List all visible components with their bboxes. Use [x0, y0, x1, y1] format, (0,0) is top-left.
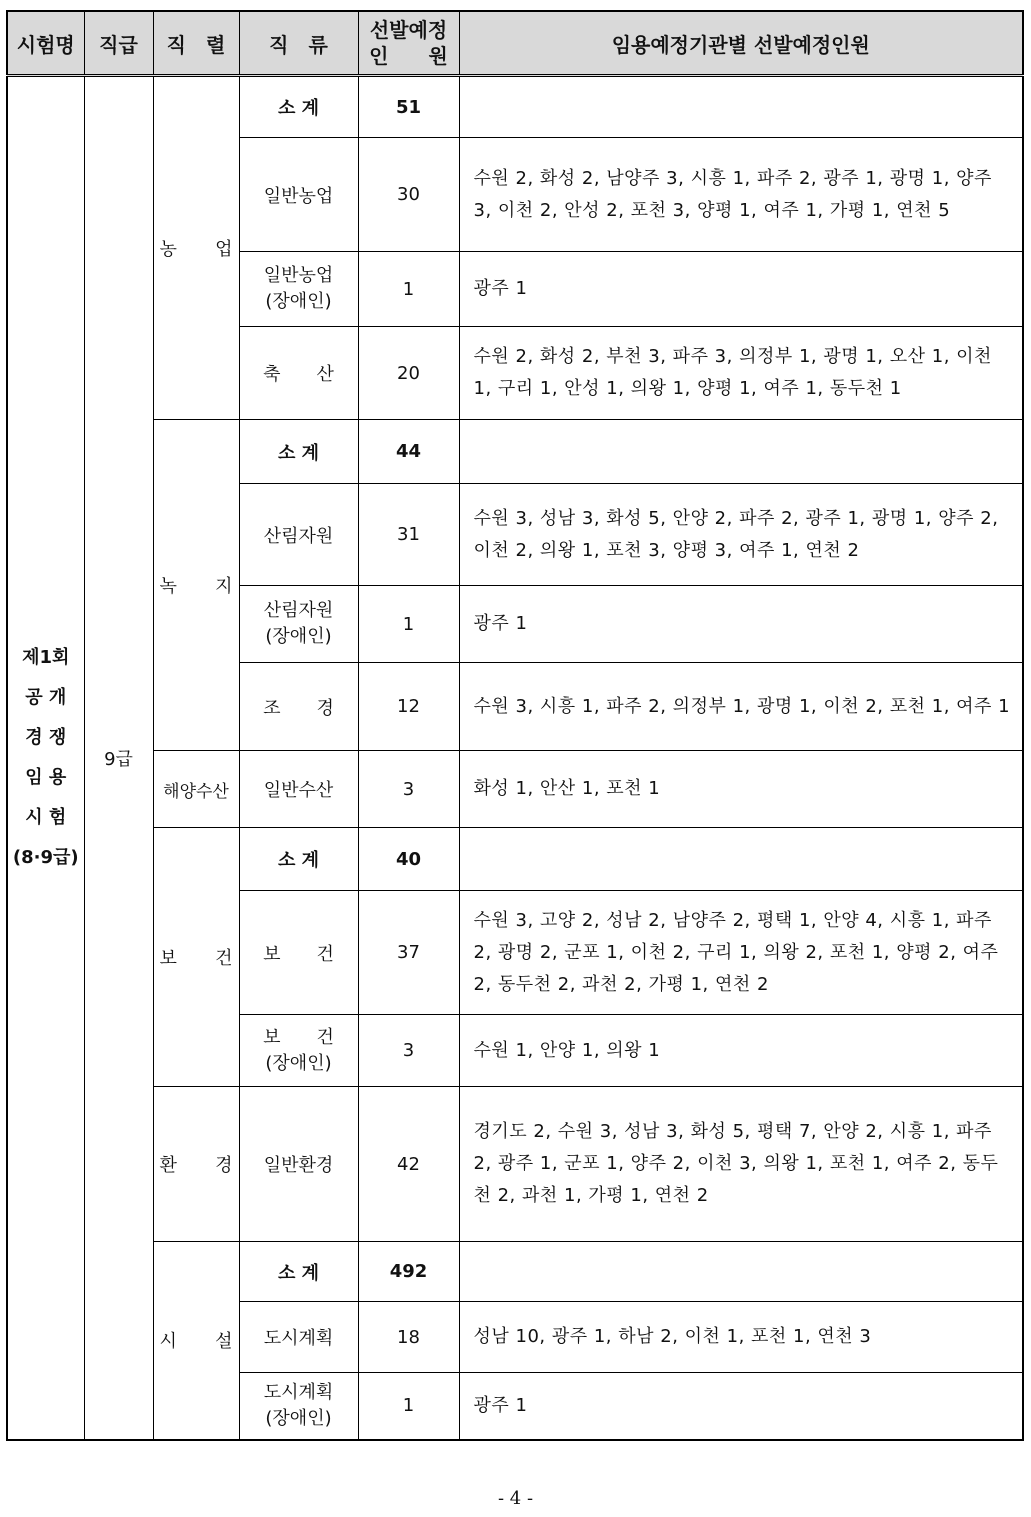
count-cell: 1 — [358, 586, 459, 663]
kind-line: 보 건 — [263, 1026, 334, 1048]
exam-name-line: 경 쟁 — [25, 726, 67, 748]
table-row — [7, 1087, 1023, 1242]
kind-cell: 일반환경 — [239, 1087, 358, 1242]
kind-cell: 축 산 — [239, 327, 358, 420]
series-part: 시 — [159, 1331, 177, 1353]
table-row — [7, 1242, 1023, 1302]
series-part: 보 — [159, 948, 177, 969]
table-row — [7, 420, 1023, 484]
agencies-cell: 수원 3, 고양 2, 성남 2, 남양주 2, 평택 1, 안양 4, 시흥 1, 파주 2, 광명 2, 군포 1, 이천 2, 구리 1, 의왕 2, 포천 1, 양평 2, 여주 2, 동두천 2, 과천 2, 가평 1, 연천 2 — [459, 891, 1023, 1015]
agencies-cell — [459, 420, 1023, 484]
kind-cell — [239, 252, 358, 327]
header-count-line2: 인 원 — [369, 44, 448, 68]
header-exam: 시험명 — [7, 11, 84, 76]
kind-line: (장애인) — [265, 1407, 332, 1429]
agencies-cell: 수원 1, 안양 1, 의왕 1 — [459, 1015, 1023, 1087]
count-cell: 12 — [358, 663, 459, 751]
subtotal-count: 40 — [358, 828, 459, 891]
subtotal-count: 44 — [358, 420, 459, 484]
count-cell: 42 — [358, 1087, 459, 1242]
exam-name-cell — [7, 76, 84, 1440]
kind-cell — [239, 1373, 358, 1440]
header-grade: 직급 — [84, 11, 153, 76]
kind-cell: 조 경 — [239, 663, 358, 751]
series-cell — [153, 420, 239, 751]
header-count — [358, 11, 459, 76]
recruitment-table — [6, 10, 1024, 1441]
kind-cell: 도시계획 — [239, 1302, 358, 1373]
count-cell: 31 — [358, 484, 459, 586]
agencies-cell: 수원 3, 시흥 1, 파주 2, 의정부 1, 광명 1, 이천 2, 포천 1, 여주 1 — [459, 663, 1023, 751]
table-row — [7, 751, 1023, 828]
header-agencies: 임용예정기관별 선발예정인원 — [459, 11, 1023, 76]
count-cell: 3 — [358, 1015, 459, 1087]
agencies-cell: 화성 1, 안산 1, 포천 1 — [459, 751, 1023, 828]
series-part: 농 — [159, 239, 177, 260]
series-cell — [153, 828, 239, 1087]
series-part: 업 — [215, 239, 233, 260]
series-part: 건 — [215, 948, 233, 969]
series-part: 환 — [159, 1155, 177, 1176]
agencies-cell: 광주 1 — [459, 1373, 1023, 1440]
subtotal-label: 소 계 — [239, 420, 358, 484]
kind-cell: 일반수산 — [239, 751, 358, 828]
exam-name-line: 시 험 — [25, 806, 67, 828]
header-row — [7, 11, 1023, 76]
agencies-cell: 수원 3, 성남 3, 화성 5, 안양 2, 파주 2, 광주 1, 광명 1, 양주 2, 이천 2, 의왕 1, 포천 3, 양평 3, 여주 1, 연천 2 — [459, 484, 1023, 586]
table-row — [7, 828, 1023, 891]
header-series: 직 렬 — [153, 11, 239, 76]
agencies-cell: 광주 1 — [459, 252, 1023, 327]
kind-cell — [239, 1015, 358, 1087]
count-cell: 18 — [358, 1302, 459, 1373]
agencies-cell: 수원 2, 화성 2, 부천 3, 파주 3, 의정부 1, 광명 1, 오산 1, 이천 1, 구리 1, 안성 1, 의왕 1, 양평 1, 여주 1, 동두천 1 — [459, 327, 1023, 420]
subtotal-count: 492 — [358, 1242, 459, 1302]
kind-line: 일반농업 — [263, 265, 334, 286]
kind-line: (장애인) — [265, 1052, 332, 1074]
kind-line: 도시계획 — [263, 1381, 334, 1403]
header-kind: 직 류 — [239, 11, 358, 76]
count-cell: 37 — [358, 891, 459, 1015]
series-part: 녹 — [159, 576, 177, 597]
count-cell: 20 — [358, 327, 459, 420]
agencies-cell: 성남 10, 광주 1, 하남 2, 이천 1, 포천 1, 연천 3 — [459, 1302, 1023, 1373]
count-cell: 1 — [358, 1373, 459, 1440]
series-cell — [153, 1242, 239, 1440]
series-part: 설 — [215, 1331, 233, 1353]
table-row — [7, 76, 1023, 138]
header-count-line1: 선발예정 — [369, 18, 448, 42]
agencies-cell: 경기도 2, 수원 3, 성남 3, 화성 5, 평택 7, 안양 2, 시흥 1, 파주 2, 광주 1, 군포 1, 양주 2, 이천 3, 의왕 1, 포천 1, 여주 2, 동두천 2, 과천 1, 가평 1, 연천 2 — [459, 1087, 1023, 1242]
kind-cell — [239, 586, 358, 663]
series-part: 지 — [215, 576, 233, 597]
series-cell — [153, 76, 239, 420]
agencies-cell — [459, 76, 1023, 138]
subtotal-label: 소 계 — [239, 1242, 358, 1302]
kind-cell: 일반농업 — [239, 138, 358, 252]
kind-cell: 보 건 — [239, 891, 358, 1015]
subtotal-label: 소 계 — [239, 76, 358, 138]
kind-cell: 산림자원 — [239, 484, 358, 586]
grade-cell: 9급 — [84, 76, 153, 1440]
count-cell: 1 — [358, 252, 459, 327]
agencies-cell: 수원 2, 화성 2, 남양주 3, 시흥 1, 파주 2, 광주 1, 광명 1, 양주 3, 이천 2, 안성 2, 포천 3, 양평 1, 여주 1, 가평 1, 연천 5 — [459, 138, 1023, 252]
agencies-cell — [459, 828, 1023, 891]
exam-name-line: 공 개 — [25, 686, 67, 708]
series-cell: 해양수산 — [153, 751, 239, 828]
count-cell: 3 — [358, 751, 459, 828]
exam-name-line: 임 용 — [25, 766, 67, 788]
agencies-cell: 광주 1 — [459, 586, 1023, 663]
page-number: - 4 - — [497, 1488, 534, 1509]
subtotal-count: 51 — [358, 76, 459, 138]
exam-name-line: 제1회 — [22, 646, 70, 668]
kind-line: 산림자원 — [263, 600, 334, 621]
kind-line: (장애인) — [265, 626, 332, 647]
subtotal-label: 소 계 — [239, 828, 358, 891]
series-cell — [153, 1087, 239, 1242]
count-cell: 30 — [358, 138, 459, 252]
series-part: 경 — [215, 1155, 233, 1176]
agencies-cell — [459, 1242, 1023, 1302]
exam-name-line: (8·9급) — [12, 846, 79, 868]
kind-line: (장애인) — [265, 291, 332, 312]
